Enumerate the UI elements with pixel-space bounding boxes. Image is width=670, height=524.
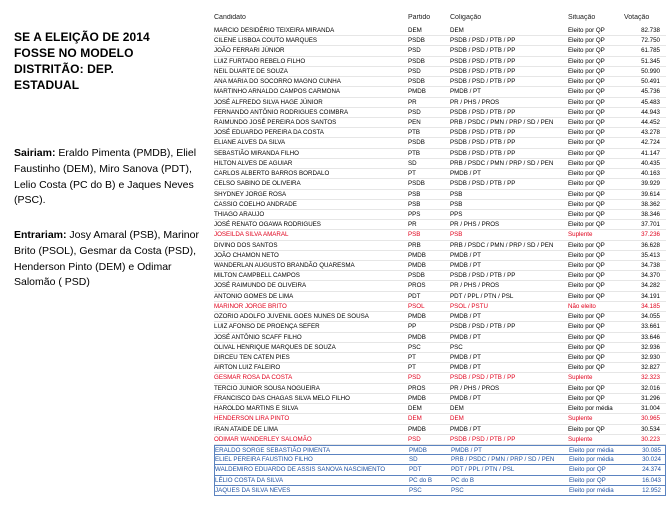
cell-candidate: LÉLIO COSTA DA SILVA [215, 476, 284, 484]
cell-party: PSB [408, 231, 421, 239]
left-list-paragraph [14, 146, 204, 209]
cell-coalition: DEM [450, 27, 464, 34]
cell-votes: 38.346 [641, 210, 660, 218]
table-body [214, 26, 666, 496]
cell-situation: Eleito por QP [568, 180, 605, 188]
table-row [214, 363, 666, 373]
table-row [214, 486, 666, 496]
cell-candidate: JOSEILDA SILVA AMARAL [214, 231, 289, 239]
cell-candidate: IRAN ATAIDE DE LIMA [214, 425, 279, 433]
cell-coalition: PDT / PPL / PTN / PSL [451, 466, 515, 474]
cell-situation: Eleito por QP [568, 37, 605, 45]
cell-party: PSOL [408, 302, 425, 310]
cell-candidate: MILTON CAMPBELL CAMPOS [214, 272, 300, 280]
cell-situation: Eleito por QP [568, 57, 605, 65]
cell-candidate: OZORIO ADOLFO JUVENIL GOES NUNES DE SOUSA [214, 313, 369, 321]
table-row [214, 251, 666, 261]
cell-coalition: PSDB / PSD / PTB / PP [450, 435, 516, 443]
table-row [214, 241, 666, 251]
table-row [214, 271, 666, 281]
cell-party: PROS [408, 282, 426, 290]
cell-party: DEM [408, 415, 422, 423]
cell-votes: 50.990 [641, 67, 660, 75]
cell-votes: 45.736 [641, 88, 660, 96]
cell-situation: Eleito por QP [568, 384, 605, 392]
cell-situation: Eleito por média [569, 446, 614, 454]
cell-coalition: PR / PHS / PROS [450, 282, 500, 290]
cell-situation: Eleito por QP [568, 139, 605, 147]
cell-situation: Eleito por QP [568, 98, 605, 106]
cell-coalition: PMDB / PT [450, 333, 481, 341]
cell-situation: Eleito por QP [568, 27, 605, 34]
cell-party: PMDB [409, 446, 427, 454]
cell-party: PEN [408, 118, 421, 126]
cell-coalition: PSDB / PSD / PTB / PP [450, 47, 516, 55]
table-row [214, 179, 666, 189]
cell-party: PSB [408, 190, 421, 198]
cell-situation: Eleito por QP [568, 282, 605, 290]
cell-situation: Eleito por média [568, 405, 613, 413]
cell-party: PMDB [408, 262, 426, 270]
cell-party: PSB [408, 200, 421, 208]
cell-votes: 24.374 [642, 466, 661, 474]
cell-situation: Suplente [568, 374, 593, 382]
table-row [214, 445, 666, 455]
cell-coalition: PRB / PSDC / PMN / PRP / SD / PEN [450, 159, 554, 167]
cell-situation: Eleito por QP [568, 272, 605, 280]
table-row [214, 394, 666, 404]
cell-coalition: PSDB / PSD / PTB / PP [450, 108, 516, 116]
title-line: DISTRITÃO: DEP. [14, 62, 114, 76]
cell-coalition: PMDB / PT [450, 170, 481, 178]
cell-candidate: THIAGO ARAUJO [214, 210, 265, 218]
page-title [14, 29, 204, 93]
cell-candidate: CASSIO COELHO ANDRADE [214, 200, 297, 208]
table-row [214, 149, 666, 159]
cell-votes: 32.323 [641, 374, 660, 382]
table-row [214, 77, 666, 87]
cell-votes: 33.646 [641, 333, 660, 341]
cell-candidate: ANA MARIA DO SOCORRO MAGNO CUNHA [214, 78, 341, 86]
cell-party: PSDB [408, 272, 425, 280]
cell-candidate: JOÃO CHAMON NETO [214, 251, 279, 259]
cell-candidate: JOSÉ RAIMUNDO DE OLIVEIRA [214, 282, 307, 290]
cell-candidate: JOÃO FERRARI JÚNIOR [214, 47, 285, 55]
cell-votes: 37.701 [641, 221, 660, 229]
cell-party: SD [408, 159, 417, 167]
cell-candidate: WANDERLAN AUGUSTO BRANDÃO QUARESMA [214, 262, 355, 270]
entered-label: Entrariam: [14, 229, 67, 241]
cell-candidate: WALDEMIRO EDUARDO DE ASSIS SANOVA NASCIMENTO [215, 466, 386, 474]
cell-party: PSD [408, 374, 421, 382]
cell-votes: 30.965 [641, 415, 660, 423]
cell-votes: 31.004 [641, 405, 660, 413]
cell-party: PT [408, 364, 416, 372]
table-row [214, 465, 666, 475]
table-row [214, 46, 666, 56]
cell-situation: Eleito por QP [568, 323, 605, 331]
table-row [214, 373, 666, 383]
table-row [214, 57, 666, 67]
cell-votes: 44.452 [641, 118, 660, 126]
table-row [214, 476, 666, 486]
cell-candidate: JOSÉ RENATO OGAWA RODRIGUES [214, 221, 321, 229]
cell-candidate: DIVINO DOS SANTOS [214, 241, 278, 249]
cell-votes: 39.929 [641, 180, 660, 188]
table-row [214, 455, 666, 465]
cell-candidate: ELIANE ALVES DA SILVA [214, 139, 286, 147]
cell-votes: 50.491 [641, 78, 660, 86]
table-row [214, 322, 666, 332]
table-row [214, 343, 666, 353]
cell-coalition: PSDB / PSD / PTB / PP [450, 78, 516, 86]
cell-votes: 44.943 [641, 108, 660, 116]
cell-coalition: DEM [450, 415, 464, 423]
cell-coalition: PSDB / PSD / PTB / PP [450, 37, 516, 45]
cell-votes: 34.055 [641, 313, 660, 321]
cell-party: PR [408, 221, 417, 229]
header-party: Partido [408, 14, 431, 21]
table-row [214, 190, 666, 200]
table-row [214, 425, 666, 435]
cell-party: PP [408, 323, 417, 331]
cell-votes: 16.043 [642, 476, 661, 484]
cell-votes: 34.185 [641, 302, 660, 310]
cell-candidate: SHYDNEY JORGE ROSA [214, 190, 287, 198]
cell-candidate: ANTONIO GOMES DE LIMA [214, 292, 294, 300]
cell-party: PTB [408, 129, 421, 137]
cell-situation: Eleito por QP [569, 466, 606, 474]
cell-party: PC do B [409, 476, 433, 484]
cell-situation: Eleito por QP [568, 262, 605, 270]
cell-candidate: ERALDO SORGE SEBASTIÃO PIMENTA [215, 446, 331, 454]
cell-votes: 45.483 [641, 98, 660, 106]
cell-votes: 37.236 [641, 231, 660, 239]
cell-situation: Eleito por QP [569, 476, 606, 484]
cell-situation: Eleito por QP [568, 159, 605, 167]
cell-coalition: PSDB / PSD / PTB / PP [450, 149, 516, 157]
table-row [214, 26, 666, 36]
cell-party: PSDB [408, 37, 425, 45]
table-row [214, 98, 666, 108]
cell-votes: 30.223 [641, 435, 660, 443]
cell-party: PRB [408, 241, 421, 249]
cell-party: SD [409, 456, 418, 464]
cell-party: PSD [408, 435, 421, 443]
cell-situation: Eleito por QP [568, 47, 605, 55]
cell-votes: 31.296 [641, 394, 660, 402]
cell-party: PSDB [408, 139, 425, 147]
cell-situation: Suplente [568, 415, 593, 423]
cell-votes: 39.614 [641, 190, 660, 198]
table-row [214, 333, 666, 343]
cell-situation: Suplente [568, 231, 593, 239]
cell-situation: Eleito por QP [568, 313, 605, 321]
cell-votes: 82.738 [641, 27, 660, 34]
cell-coalition: PMDB / PT [450, 425, 481, 433]
cell-situation: Eleito por QP [568, 221, 605, 229]
cell-votes: 36.628 [641, 241, 660, 249]
table-row [214, 292, 666, 302]
cell-situation: Eleito por QP [568, 251, 605, 259]
table-row [214, 138, 666, 148]
cell-coalition: PMDB / PT [450, 251, 481, 259]
cell-party: PSDB [408, 78, 425, 86]
cell-candidate: FERNANDO ANTÔNIO RODRIGUES COIMBRA [214, 108, 349, 116]
cell-party: PMDB [408, 394, 426, 402]
cell-candidate: NEIL DUARTE DE SOUZA [214, 67, 288, 75]
cell-votes: 30.085 [642, 446, 661, 454]
cell-party: DEM [408, 405, 422, 413]
cell-situation: Eleito por QP [568, 170, 605, 178]
cell-votes: 34.738 [641, 262, 660, 270]
cell-party: PSC [409, 486, 422, 494]
cell-party: DEM [408, 27, 422, 34]
cell-situation: Eleito por QP [568, 78, 605, 86]
cell-coalition: PRB / PSDC / PMN / PRP / SD / PEN [451, 456, 555, 464]
cell-situation: Eleito por QP [568, 200, 605, 208]
title-line: FOSSE NO MODELO [14, 46, 134, 60]
cell-party: PROS [408, 384, 426, 392]
cell-situation: Eleito por média [569, 456, 614, 464]
table-row [214, 36, 666, 46]
table-row [214, 404, 666, 414]
cell-votes: 34.191 [641, 292, 660, 300]
header-situation: Situação [568, 14, 596, 21]
cell-coalition: PR / PHS / PROS [450, 221, 500, 229]
table-row [214, 169, 666, 179]
cell-coalition: PSB [450, 190, 463, 198]
table-row [214, 118, 666, 128]
table-row [214, 220, 666, 230]
cell-coalition: PDT / PPL / PTN / PSL [450, 292, 514, 300]
cell-candidate: HENDERSON LIRA PINTO [214, 415, 290, 423]
table-row [214, 435, 666, 445]
cell-candidate: CILENE LISBOA COUTO MARQUES [214, 37, 318, 45]
cell-coalition: PSDB / PSD / PTB / PP [450, 139, 516, 147]
cell-votes: 30.024 [642, 456, 661, 464]
cell-situation: Não eleito [568, 302, 596, 310]
cell-coalition: DEM [450, 405, 464, 413]
table-row [214, 281, 666, 291]
cell-votes: 35.413 [641, 251, 660, 259]
cell-votes: 40.435 [641, 159, 660, 167]
cell-coalition: PSB [450, 231, 463, 239]
cell-party: PMDB [408, 88, 426, 96]
cell-votes: 38.362 [641, 200, 660, 208]
cell-votes: 41.147 [641, 149, 660, 157]
cell-coalition: PSOL / PSTU [450, 302, 488, 310]
cell-party: PMDB [408, 251, 426, 259]
entered-names: Josy Amaral (PSB), Marinor Brito (PSOL), Gesmar da Costa (PSD), Henderson Pinto (DEM) e Odimar Salomão ( PSD) [14, 229, 199, 289]
table-row [214, 108, 666, 118]
cell-situation: Eleito por QP [568, 149, 605, 157]
cell-situation: Eleito por média [569, 486, 614, 494]
cell-party: PSC [408, 343, 421, 351]
cell-coalition: PSDB / PSD / PTB / PP [450, 57, 516, 65]
cell-coalition: PMDB / PT [450, 364, 481, 372]
cell-party: PR [408, 98, 417, 106]
cell-candidate: FRANCISCO DAS CHAGAS SILVA MELO FILHO [214, 394, 350, 402]
table-row [214, 312, 666, 322]
table-row [214, 353, 666, 363]
table-row [214, 261, 666, 271]
cell-votes: 42.724 [641, 139, 660, 147]
entered-list-paragraph [14, 228, 204, 291]
cell-party: PSDB [408, 180, 425, 188]
table-row [214, 414, 666, 424]
cell-candidate: MARTINHO ARNALDO CAMPOS CARMONA [214, 88, 341, 96]
cell-situation: Eleito por QP [568, 118, 605, 126]
cell-candidate: JOSÉ ALFREDO SILVA HAGE JÚNIOR [214, 98, 323, 106]
cell-votes: 72.750 [641, 37, 660, 45]
cell-coalition: PC do B [451, 476, 475, 484]
cell-situation: Eleito por QP [568, 425, 605, 433]
cell-party: PMDB [408, 313, 426, 321]
cell-coalition: PRB / PSDC / PMN / PRP / SD / PEN [450, 241, 554, 249]
cell-coalition: PSDB / PSD / PTB / PP [450, 180, 516, 188]
table-row [214, 302, 666, 312]
header-coalition: Coligação [450, 14, 482, 21]
cell-situation: Eleito por QP [568, 190, 605, 198]
cell-party: PMDB [408, 425, 426, 433]
cell-coalition: PMDB / PT [450, 88, 481, 96]
cell-party: PT [408, 354, 416, 361]
cell-coalition: PMDB / PT [450, 262, 481, 270]
cell-party: PSD [408, 67, 421, 75]
cell-situation: Eleito por QP [568, 292, 605, 300]
table-row [214, 200, 666, 210]
cell-coalition: PMDB / PT [450, 394, 481, 402]
header-votes: Votação [624, 14, 650, 21]
cell-situation: Eleito por QP [568, 364, 605, 372]
cell-candidate: LUIZ FURTADO REBELO FILHO [214, 57, 306, 65]
cell-coalition: PMDB / PT [450, 313, 481, 321]
table-row [214, 210, 666, 220]
cell-coalition: PSC [450, 343, 463, 351]
cell-votes: 43.278 [641, 129, 660, 137]
cell-candidate: CELSO SABINO DE OLIVEIRA [214, 180, 301, 188]
cell-situation: Eleito por QP [568, 343, 605, 351]
cell-party: PMDB [408, 333, 426, 341]
cell-candidate: MARINOR JORGE BRITO [214, 302, 287, 310]
cell-coalition: PSC [451, 486, 464, 494]
cell-candidate: ELIEL PEREIRA FAUSTINO FILHO [215, 456, 313, 464]
cell-votes: 32.016 [641, 384, 660, 392]
cell-candidate: JOSÉ ANTÔNIO SCAFF FILHO [214, 333, 302, 341]
cell-coalition: PR / PHS / PROS [450, 384, 500, 392]
cell-party: PTB [408, 149, 421, 157]
cell-situation: Eleito por QP [568, 108, 605, 116]
cell-votes: 51.345 [641, 57, 660, 65]
cell-candidate: AIRTON LUIZ FALEIRO [214, 364, 281, 372]
cell-situation: Eleito por QP [568, 129, 605, 137]
cell-party: PSD [408, 47, 421, 55]
cell-candidate: GESMAR ROSA DA COSTA [214, 374, 293, 382]
cell-party: PSD [408, 108, 421, 116]
cell-candidate: JAQUES DA SILVA NEVES [215, 486, 291, 494]
cell-party: PSDB [408, 57, 425, 65]
table-row [214, 230, 666, 240]
cell-party: PT [408, 170, 416, 178]
cell-candidate: SEBASTIÃO MIRANDA FILHO [214, 149, 299, 157]
cell-candidate: TERCIO JUNIOR SOUSA NOGUEIRA [214, 384, 320, 392]
cell-coalition: PSDB / PSD / PTB / PP [450, 323, 516, 331]
cell-candidate: ODIMAR WANDERLEY SALOMÃO [214, 435, 312, 443]
cell-votes: 34.282 [641, 282, 660, 290]
cell-votes: 33.661 [641, 323, 660, 331]
cell-party: PDT [409, 466, 422, 474]
cell-candidate: DIRCEU TEN CATEN PIES [214, 354, 290, 361]
cell-coalition: PSDB / PSD / PTB / PP [450, 129, 516, 137]
table-row [214, 67, 666, 77]
cell-party: PPS [408, 210, 421, 218]
cell-situation: Suplente [568, 435, 593, 443]
cell-votes: 32.827 [641, 364, 660, 372]
cell-candidate: HAROLDO MARTINS E SILVA [214, 405, 299, 413]
table-row [214, 384, 666, 394]
title-line: ESTADUAL [14, 78, 80, 92]
cell-coalition: PSB [450, 200, 463, 208]
table-row [214, 87, 666, 97]
cell-coalition: PMDB / PT [451, 446, 482, 454]
table-row [214, 128, 666, 138]
cell-party: PDT [408, 292, 421, 300]
cell-votes: 30.534 [641, 425, 660, 433]
cell-candidate: OLIVAL HENRIQUE MARQUES DE SOUZA [214, 343, 336, 351]
cell-coalition: PSDB / PSD / PTB / PP [450, 67, 516, 75]
cell-votes: 32.936 [641, 343, 660, 351]
cell-coalition: PMDB / PT [450, 354, 481, 361]
results-table [214, 14, 666, 496]
cell-candidate: JOSÉ EDUARDO PEREIRA DA COSTA [214, 129, 324, 137]
cell-votes: 61.785 [641, 47, 660, 55]
cell-coalition: PSDB / PSD / PTB / PP [450, 272, 516, 280]
table-row [214, 159, 666, 169]
left-label: Sairiam: [14, 147, 56, 159]
cell-coalition: PSDB / PSD / PTB / PP [450, 374, 516, 382]
title-line: SE A ELEIÇÃO DE 2014 [14, 30, 150, 44]
cell-votes: 12.952 [642, 486, 661, 494]
table-header [214, 14, 666, 26]
cell-coalition: PR / PHS / PROS [450, 98, 500, 106]
cell-candidate: RAIMUNDO JOSÉ PEREIRA DOS SANTOS [214, 118, 337, 126]
cell-situation: Eleito por QP [568, 67, 605, 75]
cell-situation: Eleito por QP [568, 241, 605, 249]
cell-candidate: CARLOS ALBERTO BARROS BORDALO [214, 170, 330, 178]
cell-candidate: MARCIO DESIDÉRIO TEIXEIRA MIRANDA [214, 27, 335, 34]
cell-situation: Eleito por QP [568, 88, 605, 96]
cell-situation: Eleito por QP [568, 394, 605, 402]
left-names: Eraldo Pimenta (PMDB), Eliel Faustinho (DEM), Miro Sanova (PDT), Lelio Costa (PC do B) e Jaques Neves (PSC). [14, 147, 197, 207]
header-candidate: Candidato [214, 14, 246, 21]
cell-candidate: HILTON ALVES DE AGUIAR [214, 159, 293, 167]
cell-votes: 40.163 [641, 170, 660, 178]
cell-situation: Eleito por QP [568, 354, 605, 361]
cell-coalition: PRB / PSDC / PMN / PRP / SD / PEN [450, 118, 554, 126]
cell-coalition: PPS [450, 210, 463, 218]
cell-situation: Eleito por QP [568, 210, 605, 218]
cell-votes: 34.370 [641, 272, 660, 280]
cell-votes: 32.930 [641, 354, 660, 361]
cell-situation: Eleito por QP [568, 333, 605, 341]
cell-candidate: LUIZ AFONSO DE PROENÇA SEFER [214, 323, 320, 331]
